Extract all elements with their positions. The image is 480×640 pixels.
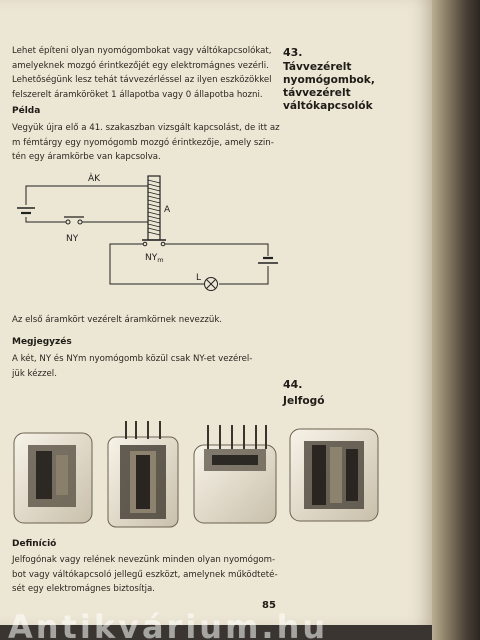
label-ak: ÀK (88, 174, 101, 184)
definition-heading: Definíció (12, 539, 57, 549)
example-line: tén egy áramkörbe van kapcsolva. (12, 152, 161, 163)
circuit-diagram (0, 170, 290, 300)
relay-photo-4 (290, 429, 378, 521)
definition-line: Jelfogónak vagy relének nevezünk minden olyan nyomógom- (12, 555, 276, 565)
section-43-number: 43. (283, 46, 303, 59)
relay-photos (8, 415, 398, 533)
page-number: 85 (262, 600, 276, 611)
definition-paragraph (12, 553, 278, 597)
note-line: A két, NY és NYm nyomógomb közül csak NY-et vezérel- (12, 354, 253, 364)
example-line: Vegyük újra elő a 41. szakaszban vizsgált kapcsolást, de itt az (12, 123, 280, 133)
control-circuit-wire-bottom (26, 217, 66, 222)
watermark: Antikvárium.hu (8, 612, 329, 640)
relay-photo-3 (194, 425, 276, 523)
example-heading: Példa (12, 106, 41, 116)
nym-contact (143, 242, 147, 246)
intro-line: Lehetőségünk lesz tehát távvezérléssel az ilyen eszközökkel (12, 75, 272, 86)
controlled-circuit-wire (110, 244, 204, 284)
ny-contact (66, 220, 70, 224)
relay-photo-1 (14, 433, 92, 523)
section-44-number: 44. (283, 378, 303, 391)
note-paragraph (12, 352, 252, 381)
note-heading: Megjegyzés (12, 337, 72, 347)
example-paragraph (12, 121, 280, 165)
intro-line: Lehet építeni olyan nyomógombokat vagy váltókapcsolókat, (12, 46, 272, 56)
section-43-title: Távvezérelt nyomógombok, távvezérelt váltókapcsolók (283, 61, 375, 112)
control-circuit-wire-top (26, 186, 148, 205)
label-ny: NY (66, 234, 79, 244)
example-line: m fémtárgy egy nyomógomb mozgó érintkezője, amely szin- (12, 137, 274, 148)
label-l: L (196, 273, 202, 283)
relay-photo-2 (108, 421, 178, 527)
label-a: A (164, 205, 171, 215)
label-nym: $NY_m$ (145, 253, 164, 264)
section-44-title: Jelfogó (283, 395, 325, 407)
intro-paragraph (12, 44, 272, 102)
intro-line: felszerelt áramköröket 1 állapotba vagy 0 állapotba hozni. (12, 89, 263, 100)
book-spine-shadow (432, 0, 480, 640)
intro-line: amelyeknek mozgó érintkezőjét egy elektromágnes vezérli. (12, 60, 269, 71)
definition-line: bot vagy váltókapcsoló jellegű eszközt, amelynek működteté- (12, 569, 278, 580)
note-line: jük kézzel. (12, 368, 57, 379)
definition-line: sét egy elektromágnes biztosítja. (12, 584, 155, 595)
circuit-caption: Az első áramkört vezérelt áramkörnek nevezzük. (12, 315, 223, 325)
